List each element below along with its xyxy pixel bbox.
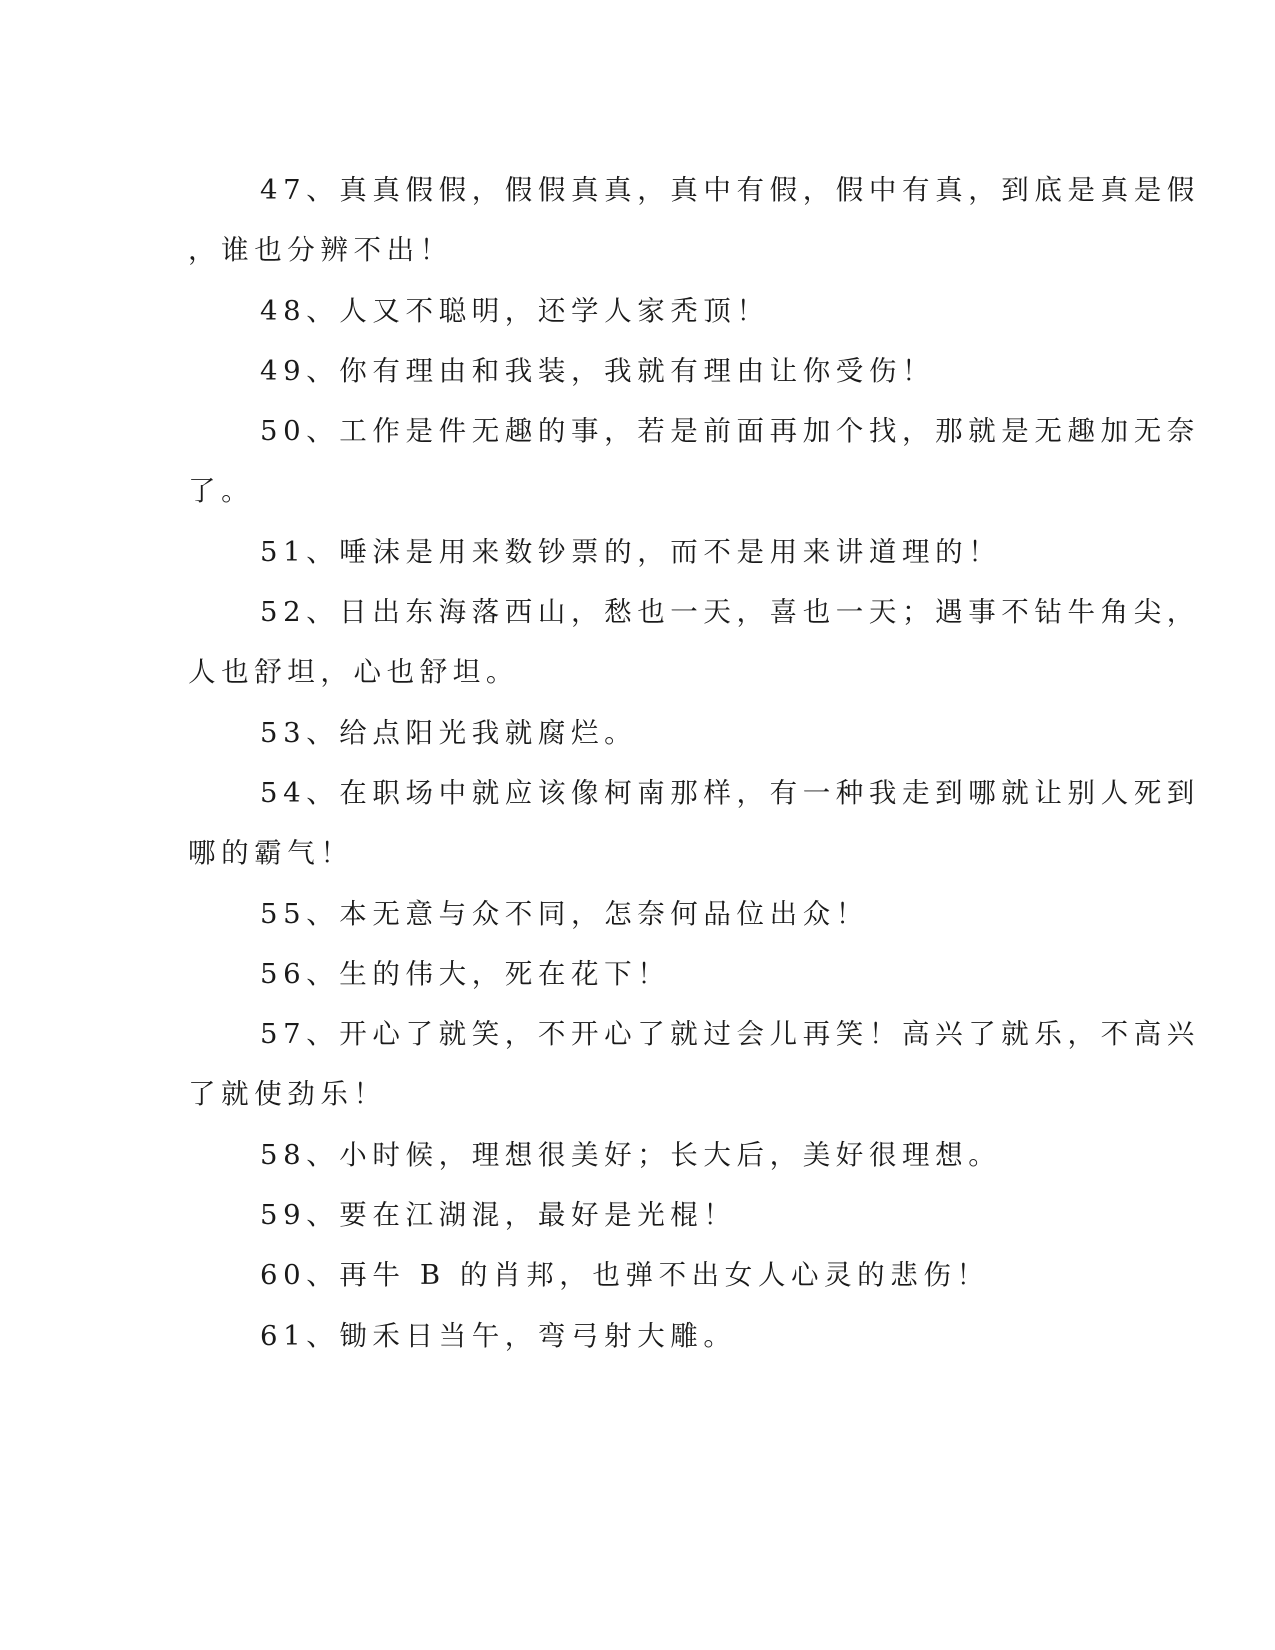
text-line: ，谁也分辨不出！ (188, 234, 453, 267)
text-line: 55、本无意与众不同，怎奈何品位出众！ (260, 897, 869, 930)
text-line: 52、日出东海落西山，愁也一天，喜也一天；遇事不钻牛角尖， (260, 596, 1200, 629)
text-line: 了。 (188, 475, 255, 508)
text-line: 56、生的伟大，死在花下！ (260, 957, 671, 990)
text-line: 哪的霸气！ (188, 837, 354, 870)
text-line: 53、给点阳光我就腐烂。 (260, 716, 638, 749)
document-body (188, 160, 1200, 1366)
text-line: 60、再牛 B 的肖邦，也弹不出女人心灵的悲伤！ (260, 1259, 990, 1292)
text-line: 58、小时候，理想很美好；长大后，美好很理想。 (260, 1138, 1002, 1171)
text-line: 50、工作是件无趣的事，若是前面再加个找，那就是无趣加无奈 (260, 415, 1200, 448)
text-line: 47、真真假假，假假真真，真中有假，假中有真，到底是真是假 (260, 174, 1200, 206)
text-line: 54、在职场中就应该像柯南那样，有一种我走到哪就让别人死到 (260, 776, 1200, 809)
text-line: 49、你有理由和我装，我就有理由让你受伤！ (260, 354, 936, 387)
text-line: 59、要在江湖混，最好是光棍！ (260, 1199, 737, 1232)
text-line: 51、唾沫是用来数钞票的，而不是用来讲道理的！ (260, 535, 1002, 568)
text-line: 61、锄禾日当午，弯弓射大雕。 (260, 1319, 737, 1352)
text-line: 57、开心了就笑，不开心了就过会儿再笑！高兴了就乐，不高兴 (260, 1018, 1200, 1051)
text-line: 48、人又不聪明，还学人家秃顶！ (260, 294, 770, 327)
text-line: 了就使劲乐！ (188, 1078, 387, 1111)
text-line: 人也舒坦，心也舒坦。 (188, 656, 519, 689)
